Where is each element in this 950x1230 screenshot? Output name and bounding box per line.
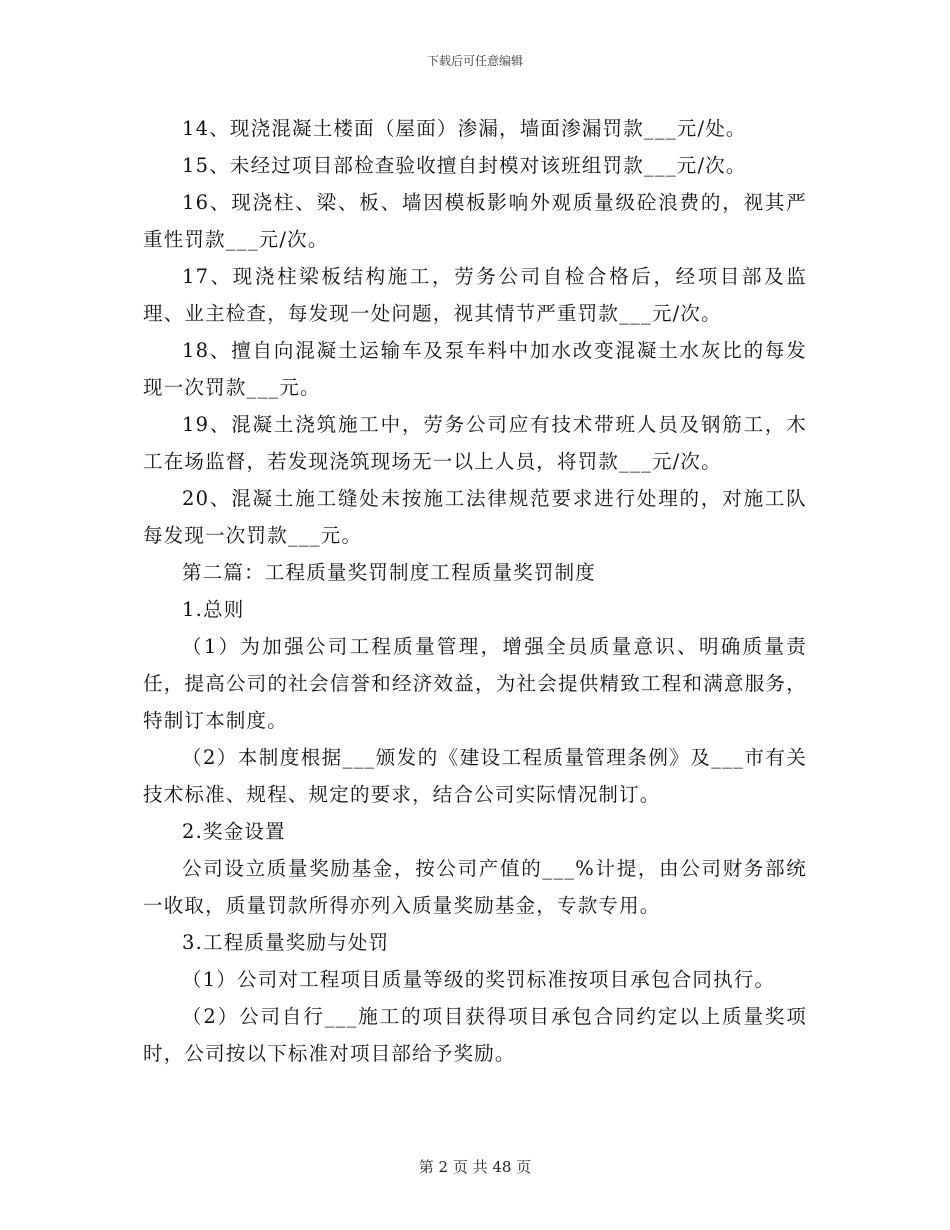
page-header-note: 下载后可任意编辑 xyxy=(426,54,523,68)
paragraph-item-14: 14、现浇混凝土楼面（屋面）渗漏，墙面渗漏罚款___元/处。 xyxy=(182,117,747,140)
paragraph-item-20: 20、混凝土施工缝处未按施工法律规范要求进行处理的，对施工队每发现一次罚款___元。 xyxy=(143,487,807,547)
paragraph-item-19: 19、混凝土浇筑施工中，劳务公司应有技术带班人员及钢筋工，木工在场监督，若发现浇筑现场无一以上人员，将罚款___元/次。 xyxy=(143,413,807,473)
paragraph-principle-1: （1）为加强公司工程质量管理，增强全员质量意识、明确质量责任，提高公司的社会信誉和经济效益，为社会提供精致工程和满意服务，特制订本制度。 xyxy=(143,635,807,732)
document-body xyxy=(143,110,807,1072)
section-title: 第二篇：工程质量奖罚制度工程质量奖罚制度 xyxy=(182,561,597,584)
paragraph-item-17: 17、现浇柱梁板结构施工，劳务公司自检合格后，经项目部及监理、业主检查，每发现一处问题，视其情节严重罚款___元/次。 xyxy=(143,265,807,325)
heading-general-principles: 1.总则 xyxy=(182,598,245,621)
page-footer-number: 第 2 页 共 48 页 xyxy=(418,1158,532,1176)
paragraph-bonus-fund: 公司设立质量奖励基金，按公司产值的___%计提，由公司财务部统一收取，质量罚款所得亦列入质量奖励基金，专款专用。 xyxy=(143,857,807,917)
heading-reward-penalty: 3.工程质量奖励与处罚 xyxy=(182,931,390,954)
paragraph-reward-2: （2）公司自行___施工的项目获得项目承包合同约定以上质量奖项时，公司按以下标准对项目部给予奖励。 xyxy=(143,1005,807,1065)
paragraph-item-18: 18、擅自向混凝土运输车及泵车料中加水改变混凝土水灰比的每发现一次罚款___元。 xyxy=(143,339,807,399)
paragraph-reward-1: （1）公司对工程项目质量等级的奖罚标准按项目承包合同执行。 xyxy=(182,968,776,991)
paragraph-item-15: 15、未经过项目部检查验收擅自封模对该班组罚款___元/次。 xyxy=(182,154,747,177)
heading-bonus-setup: 2.奖金设置 xyxy=(182,820,286,843)
paragraph-principle-2: （2）本制度根据___颁发的《建设工程质量管理条例》及___市有关技术标准、规程、规定的要求，结合公司实际情况制订。 xyxy=(143,746,807,806)
paragraph-item-16: 16、现浇柱、梁、板、墙因模板影响外观质量级砼浪费的，视其严重性罚款___元/次。 xyxy=(143,191,807,251)
